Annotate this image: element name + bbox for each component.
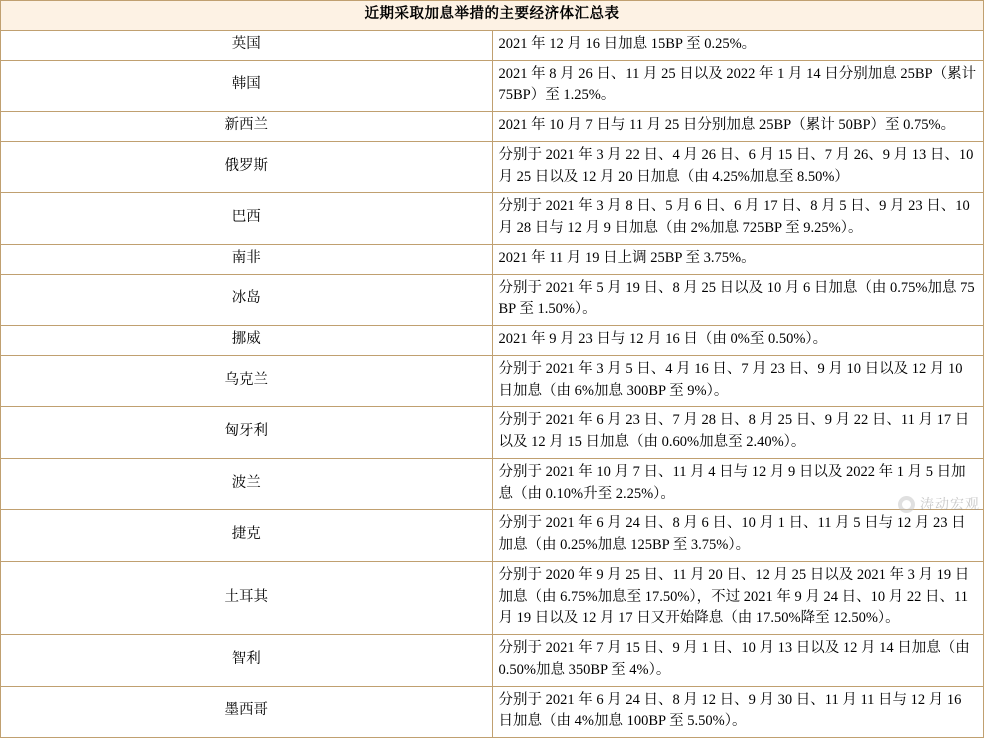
country-label: 巴西 [1,193,493,245]
country-label: 智利 [1,635,493,687]
table-row [1,30,984,60]
detail-text: 分别于 2020 年 9 月 25 日、11 月 20 日、12 月 25 日以及 2021 年 3 月 19 日加息（由 6.75%加息至 17.50%），不过 2021 年 9 月 24 日、10 月 22 日、11 月 19 日以及 12 月 17 日又开始降息（由 17.50%降至 12.50%）。 [492,561,984,634]
table-row [1,141,984,193]
table-row [1,561,984,634]
country-label: 韩国 [1,60,493,112]
table-row [1,510,984,562]
country-label: 乌克兰 [1,355,493,407]
detail-text: 分别于 2021 年 5 月 19 日、8 月 25 日以及 10 月 6 日加息（由 0.75%加息 75BP 至 1.50%）。 [492,274,984,326]
detail-text: 2021 年 9 月 23 日与 12 月 16 日（由 0%至 0.50%）。 [492,326,984,356]
table-row [1,60,984,112]
country-label: 捷克 [1,510,493,562]
detail-text: 分别于 2021 年 10 月 7 日、11 月 4 日与 12 月 9 日以及 2022 年 1 月 5 日加息（由 0.10%升至 2.25%）。 [492,458,984,510]
detail-text: 分别于 2021 年 7 月 15 日、9 月 1 日、10 月 13 日以及 12 月 14 日加息（由 0.50%加息 350BP 至 4%）。 [492,635,984,687]
table-row [1,635,984,687]
country-label: 匈牙利 [1,407,493,459]
detail-text: 分别于 2021 年 6 月 23 日、7 月 28 日、8 月 25 日、9 月 22 日、11 月 17 日以及 12 月 15 日加息（由 0.60%加息至 2.40%）。 [492,407,984,459]
country-label: 波兰 [1,458,493,510]
country-label: 俄罗斯 [1,141,493,193]
table-row [1,244,984,274]
country-label: 新西兰 [1,112,493,142]
watermark-label: 涛动宏观 [920,496,980,512]
table-row [1,458,984,510]
table-row [1,355,984,407]
table-row [1,407,984,459]
table-body [1,1,984,738]
detail-text: 2021 年 10 月 7 日与 11 月 25 日分别加息 25BP（累计 50BP）至 0.75%。 [492,112,984,142]
country-label: 英国 [1,30,493,60]
page-title: 近期采取加息举措的主要经济体汇总表 [1,1,984,31]
table-row [1,193,984,245]
detail-text: 分别于 2021 年 3 月 8 日、5 月 6 日、6 月 17 日、8 月 5 日、9 月 23 日、10 月 28 日与 12 月 9 日加息（由 2%加息 725BP 至 9.25%）。 [492,193,984,245]
table-row [1,326,984,356]
country-label: 挪威 [1,326,493,356]
table-row [1,112,984,142]
detail-text: 分别于 2021 年 3 月 5 日、4 月 16 日、7 月 23 日、9 月 10 日以及 12 月 10 日加息（由 6%加息 300BP 至 9%）。 [492,355,984,407]
country-label: 冰岛 [1,274,493,326]
detail-text: 2021 年 8 月 26 日、11 月 25 日以及 2022 年 1 月 14 日分别加息 25BP（累计 75BP）至 1.25%。 [492,60,984,112]
detail-text: 分别于 2021 年 6 月 24 日、8 月 6 日、10 月 1 日、11 月 5 日与 12 月 23 日加息（由 0.25%加息 125BP 至 3.75%）。 [492,510,984,562]
table-title-row [1,1,984,31]
table-row [1,686,984,738]
country-label: 南非 [1,244,493,274]
country-label: 土耳其 [1,561,493,634]
detail-text: 分别于 2021 年 6 月 24 日、8 月 12 日、9 月 30 日、11 月 11 日与 12 月 16 日加息（由 4%加息 100BP 至 5.50%）。 [492,686,984,738]
table-row [1,274,984,326]
detail-text: 分别于 2021 年 3 月 22 日、4 月 26 日、6 月 15 日、7 月 26、9 月 13 日、10 月 25 日以及 12 月 20 日加息（由 4.25%加息至 8.50%） [492,141,984,193]
detail-text: 2021 年 11 月 19 日上调 25BP 至 3.75%。 [492,244,984,274]
country-label: 墨西哥 [1,686,493,738]
detail-text: 2021 年 12 月 16 日加息 15BP 至 0.25%。 [492,30,984,60]
